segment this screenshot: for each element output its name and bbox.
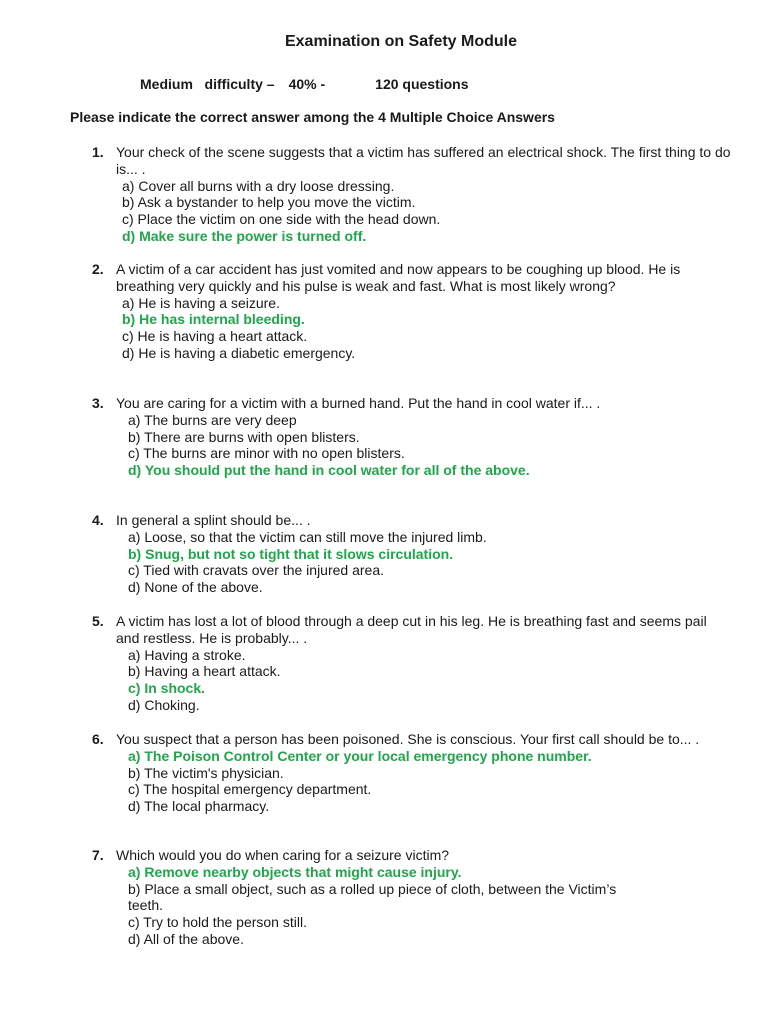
- option-b[interactable]: b) Place a small object, such as a rolled up piece of cloth, between the Victim’s teeth.: [128, 880, 617, 914]
- option-list: [128, 412, 732, 479]
- option-a[interactable]: a) Loose, so that the victim can still move the injured limb.: [128, 528, 487, 545]
- question-4: [92, 512, 732, 596]
- option-d-correct[interactable]: d) You should put the hand in cool water for all of the above.: [128, 462, 530, 479]
- question-6: [92, 731, 732, 815]
- option-c[interactable]: c) Try to hold the person still.: [128, 914, 307, 931]
- question-number: 1.: [92, 144, 104, 160]
- difficulty-label: Medium difficulty –: [140, 76, 275, 92]
- percent-label: 40% -: [288, 76, 326, 92]
- question-number: 2.: [92, 261, 104, 277]
- question-count: 120 questions: [375, 76, 469, 92]
- option-d-correct[interactable]: d) Make sure the power is turned off.: [122, 227, 367, 244]
- question-text: A victim of a car accident has just vomited and now appears to be coughing up blood. He is breathing very quickly and his pulse is weak and fast. What is most likely wrong?: [116, 261, 681, 294]
- option-list: [128, 864, 628, 948]
- option-a[interactable]: a) The burns are very deep: [128, 411, 297, 428]
- question-text: In general a splint should be... .: [116, 512, 311, 528]
- question-3: [92, 395, 732, 479]
- option-list: [122, 178, 732, 245]
- option-c[interactable]: c) The hospital emergency department.: [128, 781, 372, 798]
- question-text: Your check of the scene suggests that a victim has suffered an electrical shock. The first thing to do is... .: [116, 144, 731, 177]
- question-1: [92, 144, 732, 245]
- option-b[interactable]: b) Ask a bystander to help you move the victim.: [122, 194, 416, 211]
- option-a[interactable]: a) Cover all burns with a dry loose dressing.: [122, 177, 395, 194]
- option-list: [128, 748, 732, 815]
- option-b[interactable]: b) The victim's physician.: [128, 764, 284, 781]
- option-b-correct[interactable]: b) He has internal bleeding.: [122, 311, 305, 328]
- question-text: A victim has lost a lot of blood through a deep cut in his leg. He is breathing fast and seems pail and restless. He is probably... .: [116, 613, 707, 646]
- question-number: 3.: [92, 395, 104, 411]
- question-text: Which would you do when caring for a seizure victim?: [116, 847, 450, 863]
- option-c[interactable]: c) Tied with cravats over the injured area.: [128, 562, 385, 579]
- option-d[interactable]: d) All of the above.: [128, 930, 244, 947]
- question-text: You are caring for a victim with a burned hand. Put the hand in cool water if... .: [116, 395, 601, 411]
- option-b-correct[interactable]: b) Snug, but not so tight that it slows circulation.: [128, 545, 454, 562]
- option-b[interactable]: b) Having a heart attack.: [128, 663, 281, 680]
- option-c-correct[interactable]: c) In shock.: [128, 680, 206, 697]
- question-number: 7.: [92, 847, 104, 863]
- question-number: 6.: [92, 731, 104, 747]
- instructions: Please indicate the correct answer among the 4 Multiple Choice Answers: [70, 109, 555, 125]
- option-d[interactable]: d) The local pharmacy.: [128, 798, 270, 815]
- option-b[interactable]: b) There are burns with open blisters.: [128, 428, 360, 445]
- question-text: You suspect that a person has been poisoned. She is conscious. Your first call should be to... .: [116, 731, 700, 747]
- option-list: [122, 295, 732, 362]
- page-title: Examination on Safety Module: [284, 33, 518, 50]
- option-a[interactable]: a) He is having a seizure.: [122, 294, 280, 311]
- option-c[interactable]: c) He is having a heart attack.: [122, 328, 308, 345]
- question-number: 5.: [92, 613, 104, 629]
- question-2: [92, 261, 732, 362]
- question-7: [92, 847, 732, 948]
- option-a[interactable]: a) Having a stroke.: [128, 646, 246, 663]
- option-c[interactable]: c) The burns are minor with no open blisters.: [128, 445, 405, 462]
- option-a-correct[interactable]: a) The Poison Control Center or your local emergency phone number.: [128, 747, 592, 764]
- option-c[interactable]: c) Place the victim on one side with the head down.: [122, 211, 441, 228]
- option-d[interactable]: d) None of the above.: [128, 579, 263, 596]
- option-d[interactable]: d) He is having a diabetic emergency.: [122, 344, 356, 361]
- question-number: 4.: [92, 512, 104, 528]
- question-5: [92, 613, 712, 714]
- exam-meta: [140, 76, 469, 92]
- option-list: [128, 529, 732, 596]
- option-list: [128, 647, 712, 714]
- option-d[interactable]: d) Choking.: [128, 696, 200, 713]
- option-a-correct[interactable]: a) Remove nearby objects that might cause injury.: [128, 863, 462, 880]
